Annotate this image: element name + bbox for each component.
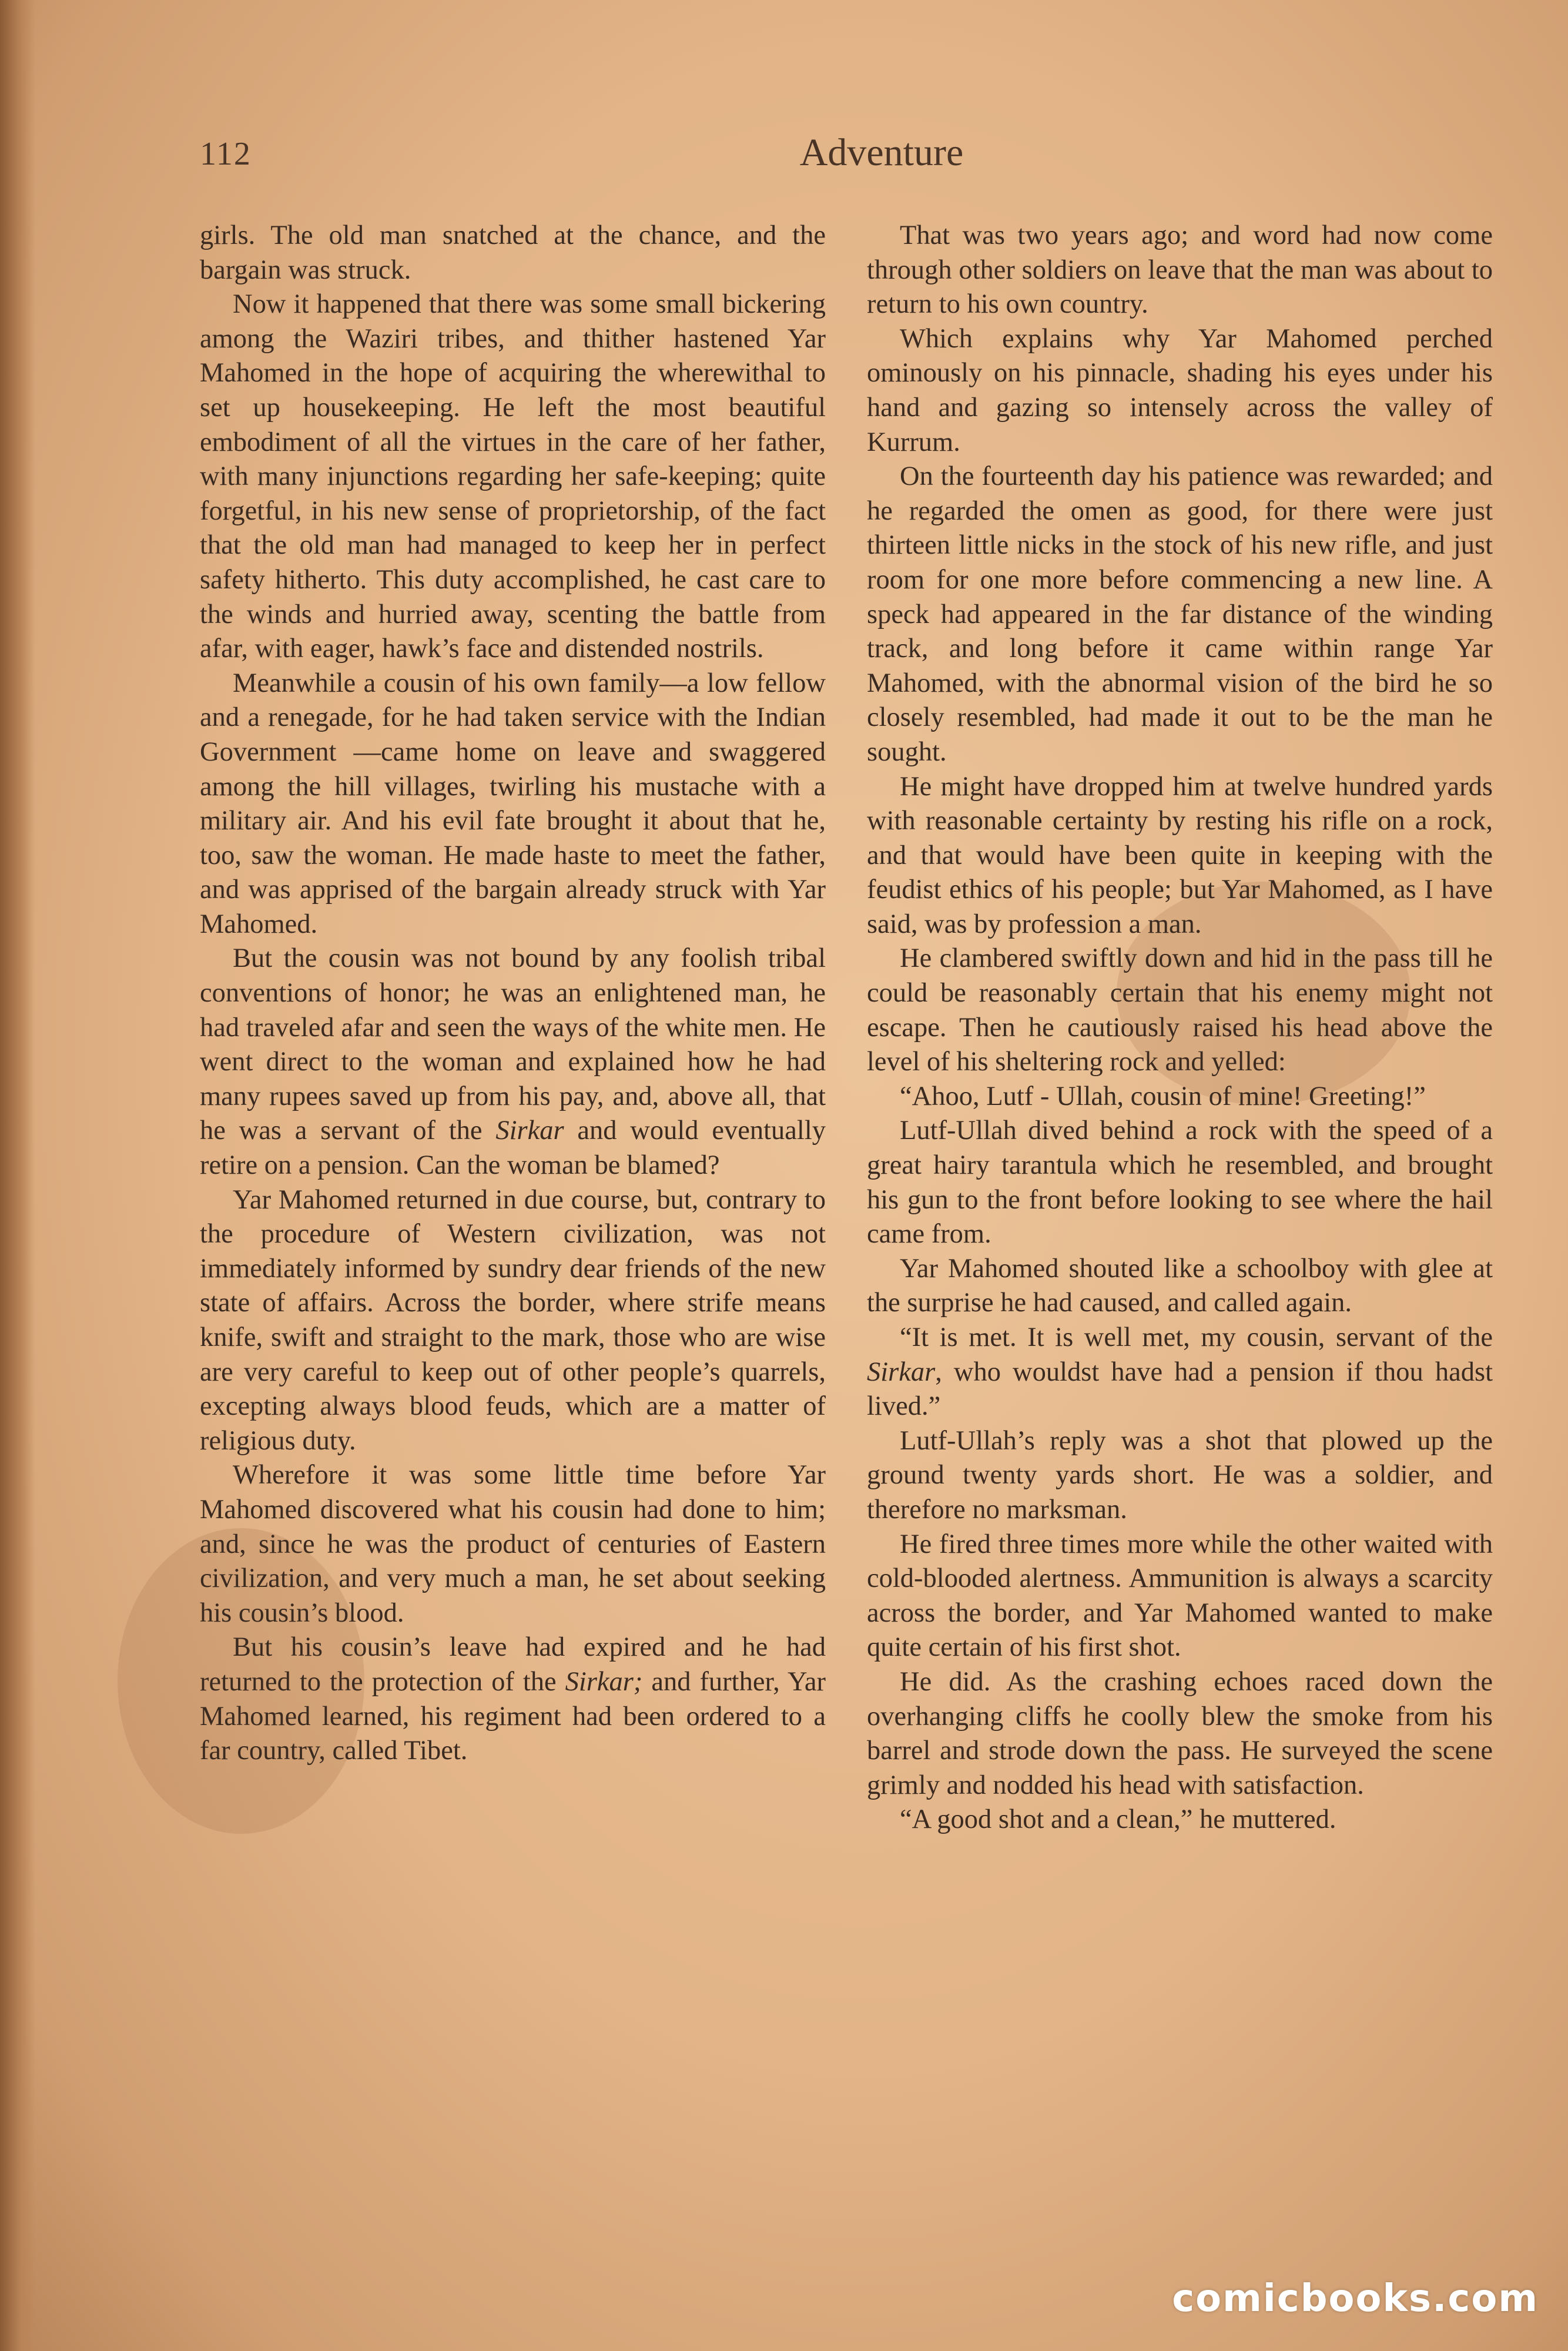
paragraph: Which explains why Yar Mahomed perched ominously on his pinnacle, shading his eyes under his hand and gazing so intensely across the valley of Kurrum. [867, 323, 1493, 457]
running-title: Adventure [799, 131, 964, 174]
site-watermark: comicbooks.com [1172, 2277, 1539, 2320]
right-text-column [867, 219, 1493, 1837]
paragraph-text: “It is met. It is well met, my cousin, servant of the [900, 1322, 1493, 1352]
paragraph: Wherefore it was some little time before Yar Mahomed discovered what his cousin had done to him; and, since he was the product of centuries of Eastern civilization, and very much a man, he set about seeking his cousin’s blood. [200, 1460, 826, 1628]
paragraph-text: and further, Yar Mahomed learned, his regiment had been ordered to a far country, called Tibet. [200, 1666, 826, 1766]
paragraph [867, 1321, 1493, 1424]
paragraph: He clambered swiftly down and hid in the pass till he could be reasonably certain that his enemy might not escape. Then he cautiously raised his head above the level of his sheltering rock and yelled: [867, 943, 1493, 1077]
paragraph: Lutf-Ullah dived behind a rock with the speed of a great hairy tarantula which he resembled, and brought his gun to the front before looking to see where the hail came from. [867, 1116, 1493, 1250]
paragraph-text: and would eventually retire on a pension. Can the woman be blamed? [200, 1116, 826, 1181]
paragraph-text: But the cousin was not bound by any foolish tribal conventions of honor; he was an enlightened man, he had traveled afar and seen the ways of the white men. He went direct to the woman and explained how he had many rupees saved up from his pay, and, above all, that he was a servant of the [200, 943, 826, 1146]
page-number: 112 [200, 136, 252, 172]
italic-term: Sirkar [495, 1116, 564, 1146]
left-text-column [200, 219, 826, 1769]
paragraph: Now it happened that there was some small bickering among the Waziri tribes, and thither hastened Yar Mahomed in the hope of acquiring the wherewithal to set up housekeeping. He left the most beautiful embodiment of all the virtues in the care of her father, with many injunctions regarding her safe-keeping; quite forgetful, in his new sense of proprietorship, of the fact that the old man had managed to keep her in perfect safety hitherto. This duty accomplished, he cast care to the winds and hurried away, scenting the battle from afar, with eager, hawk’s face and distended nostrils. [200, 289, 826, 664]
paragraph: “Ahoo, Lutf - Ullah, cousin of mine! Greeting!” [900, 1081, 1426, 1111]
page-edge-shadow [0, 0, 35, 2351]
paragraph [200, 942, 826, 1183]
paragraph: On the fourteenth day his patience was rewarded; and he regarded the omen as good, for there were just thirteen little nicks in the stock of his new rifle, and just room for one more before commencing a new line. A speck had appeared in the far distance of the winding track, and long before it came within range Yar Mahomed, with the abnormal vision of the bird he so closely resembled, had made it out to be the man he sought. [867, 461, 1493, 767]
paragraph-text: , who wouldst have had a pension if thou hadst lived.” [867, 1357, 1493, 1422]
paragraph: girls. The old man snatched at the chance, and the bargain was struck. [200, 220, 826, 285]
paragraph: That was two years ago; and word had now come through other soldiers on leave that the man was about to return to his own country. [867, 220, 1493, 320]
paragraph: He might have dropped him at twelve hundred yards with reasonable certainty by resting his rifle on a rock, and that would have been quite in keeping with the feudist ethics of his people; but Yar Mahomed, as I have said, was by profession a man. [867, 771, 1493, 939]
italic-term: Sirkar; [565, 1666, 643, 1697]
paragraph: Lutf-Ullah’s reply was a shot that plowed up the ground twenty yards short. He was a soldier, and therefore no marksman. [867, 1425, 1493, 1525]
paragraph: He fired three times more while the other waited with cold-blooded alertness. Ammunition is always a scarcity across the border, and Yar Mahomed wanted to make quite certain of his first shot. [867, 1529, 1493, 1663]
paragraph: Meanwhile a cousin of his own family—a low fellow and a renegade, for he had taken service with the Indian Government —came home on leave and swaggered among the hill villages, twirling his mustache with a military air. And his evil fate brought it about that he, too, saw the woman. He made haste to meet the father, and was apprised of the bargain already struck with Yar Mahomed. [200, 668, 826, 939]
paragraph: “A good shot and a clean,” he muttered. [900, 1804, 1336, 1835]
paragraph-text: But his cousin’s leave had expired and he had returned to the protection of the [200, 1632, 826, 1697]
page-header [200, 130, 1528, 195]
italic-term: Sirkar [867, 1357, 936, 1387]
paragraph: He did. As the crashing echoes raced down the overhanging cliffs he coolly blew the smoke from his barrel and strode down the pass. He surveyed the scene grimly and nodded his head with satisfaction. [867, 1666, 1493, 1800]
paragraph: Yar Mahomed shouted like a schoolboy with glee at the surprise he had caused, and called again. [867, 1253, 1493, 1318]
paragraph: Yar Mahomed returned in due course, but, contrary to the procedure of Western civilization, was not immediately informed by sundry dear friends of the new state of affairs. Across the border, where strife means knife, swift and straight to the mark, those who are wise are very careful to keep out of other people’s quarrels, excepting always blood feuds, which are a matter of religious duty. [200, 1184, 826, 1456]
paragraph [200, 1630, 826, 1768]
